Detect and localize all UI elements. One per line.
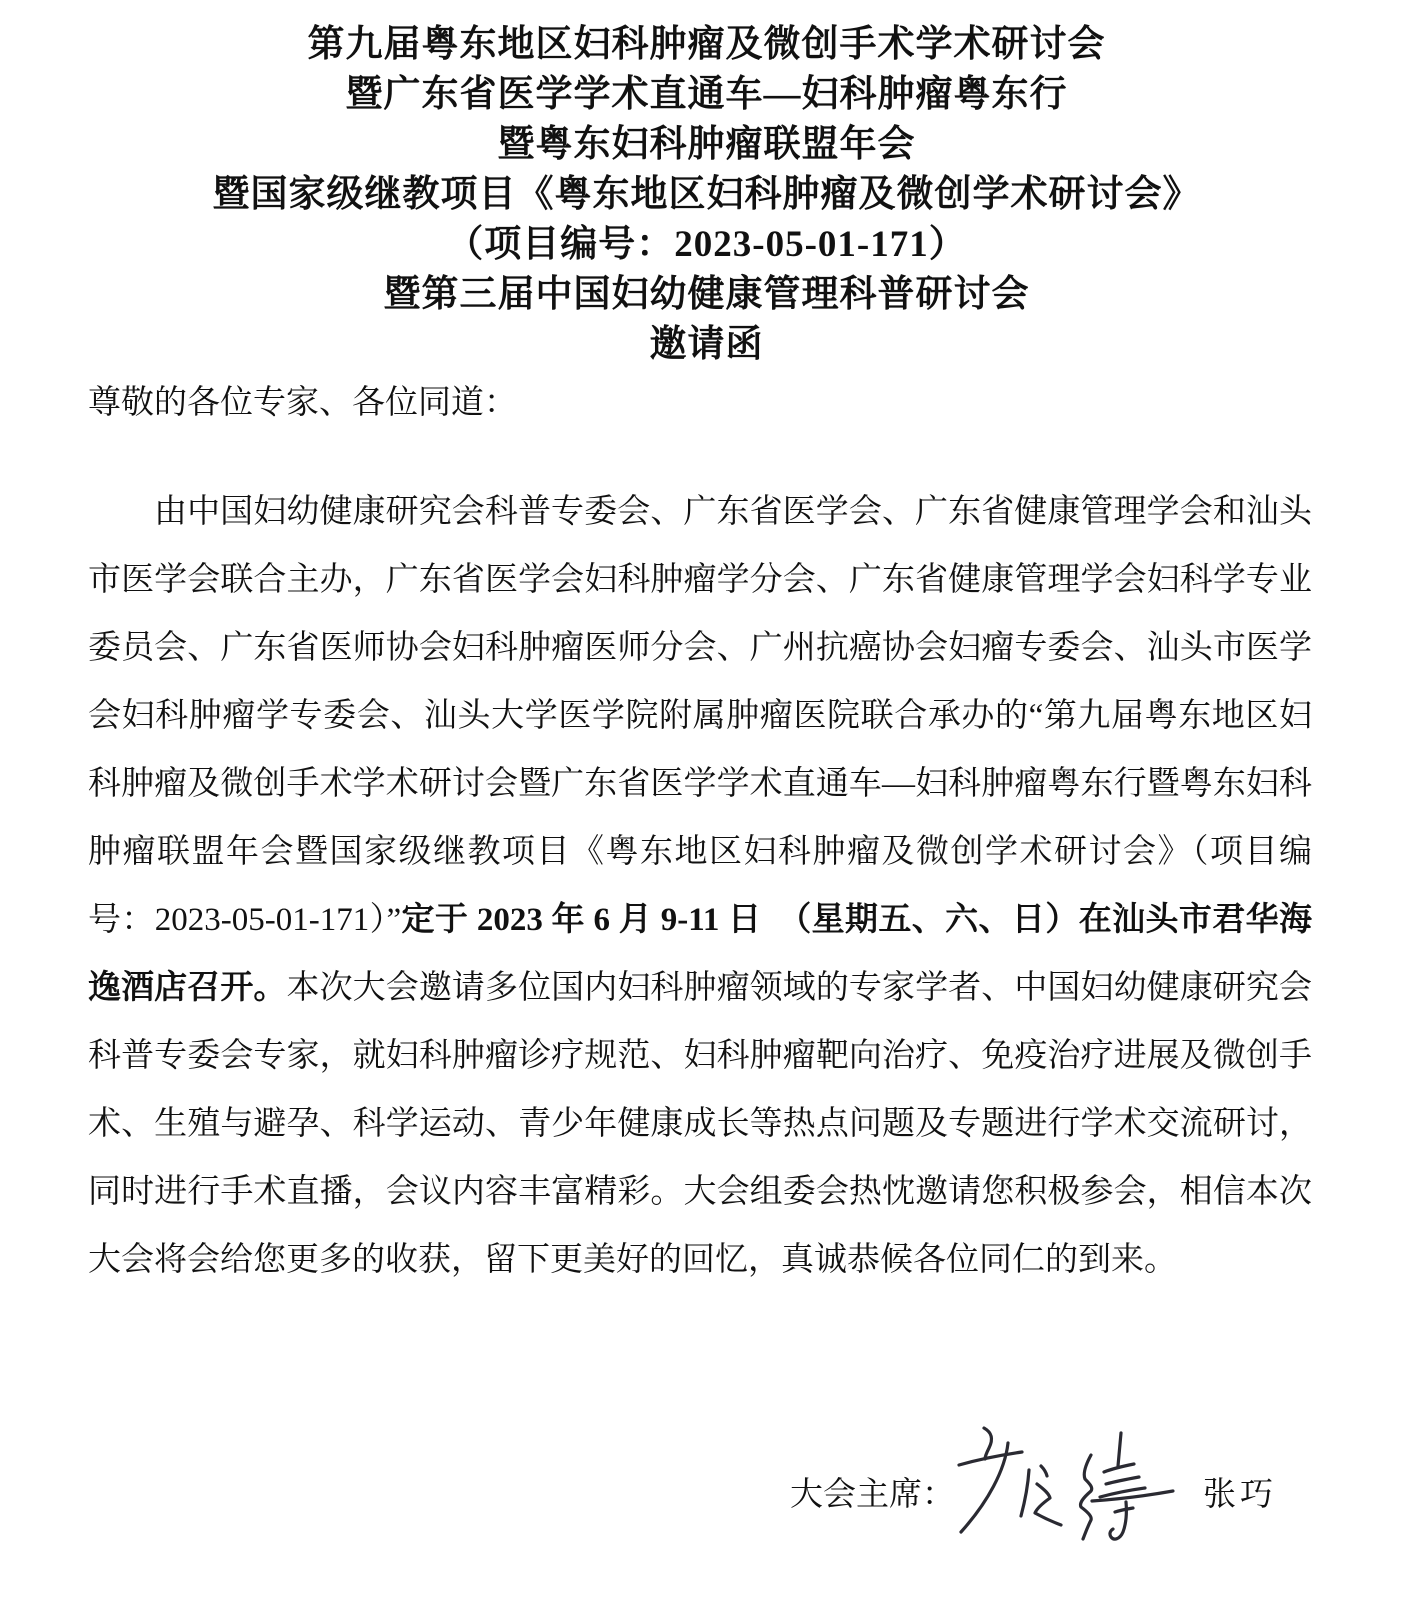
handwritten-signature-image xyxy=(925,1388,1180,1573)
chairman-name: 张巧 xyxy=(1203,1477,1277,1513)
body-paragraph xyxy=(88,478,1312,1294)
title-line-1: 第九届粤东地区妇科肿瘤及微创手术学术研讨会 xyxy=(307,24,1106,65)
title-line-invitation: 邀请函 xyxy=(649,324,764,365)
body-text-date-venue-bold: 定于 2023 年 6 月 9-11 日 （星期五、六、日）在汕头市君华海逸酒店召开。 xyxy=(88,902,1312,1006)
title-line-3: 暨粤东妇科肿瘤联盟年会 xyxy=(497,124,916,165)
body-text-segment-3: 本次大会邀请多位国内妇科肿瘤领域的专家学者、中国妇幼健康研究会科普专委会专家，就妇科肿瘤诊疗规范、妇科肿瘤靶向治疗、免疫治疗进展及微创手术、生殖与避孕、科学运动、青少年健康成长等热点问题及专题进行学术交流研讨，同时进行手术直播，会议内容丰富精彩。大会组委会热忱邀请您积极参会，相信本次大会将会给您更多的收获，留下更美好的回忆，真诚恭候各位同仁的到来。 xyxy=(88,970,1312,1278)
title-line-project-number: （项目编号：2023-05-01-171） xyxy=(446,224,967,265)
salutation: 尊敬的各位专家、各位同道： xyxy=(88,385,517,421)
body-text-segment-1: 由中国妇幼健康研究会科普专委会、广东省医学会、广东省健康管理学会和汕头市医学会联合主办，广东省医学会妇科肿瘤学分会、广东省健康管理学会妇科学专业委员会、广东省医师协会妇科肿瘤医师分会、广州抗癌协会妇瘤专委会、汕头市医学会妇科肿瘤学专委会、汕头大学医学院附属肿瘤医院联合承办的“第九届粤东地区妇科肿瘤及微创手术学术研讨会暨广东省医学学术直通车—妇科肿瘤粤东行暨粤东妇科肿瘤联盟年会暨国家级继教项目《粤东地区妇科肿瘤及微创学术研讨会》（项目编号：2023-05-01-171）” xyxy=(88,494,1312,938)
title-line-6: 暨第三届中国妇幼健康管理科普研讨会 xyxy=(383,274,1030,315)
document-title-block xyxy=(0,20,1413,370)
title-line-4: 暨国家级继教项目《粤东地区妇科肿瘤及微创学术研讨会》 xyxy=(212,174,1201,215)
chairman-label: 大会主席： xyxy=(790,1477,955,1513)
title-line-2: 暨广东省医学学术直通车—妇科肿瘤粤东行 xyxy=(345,74,1068,115)
